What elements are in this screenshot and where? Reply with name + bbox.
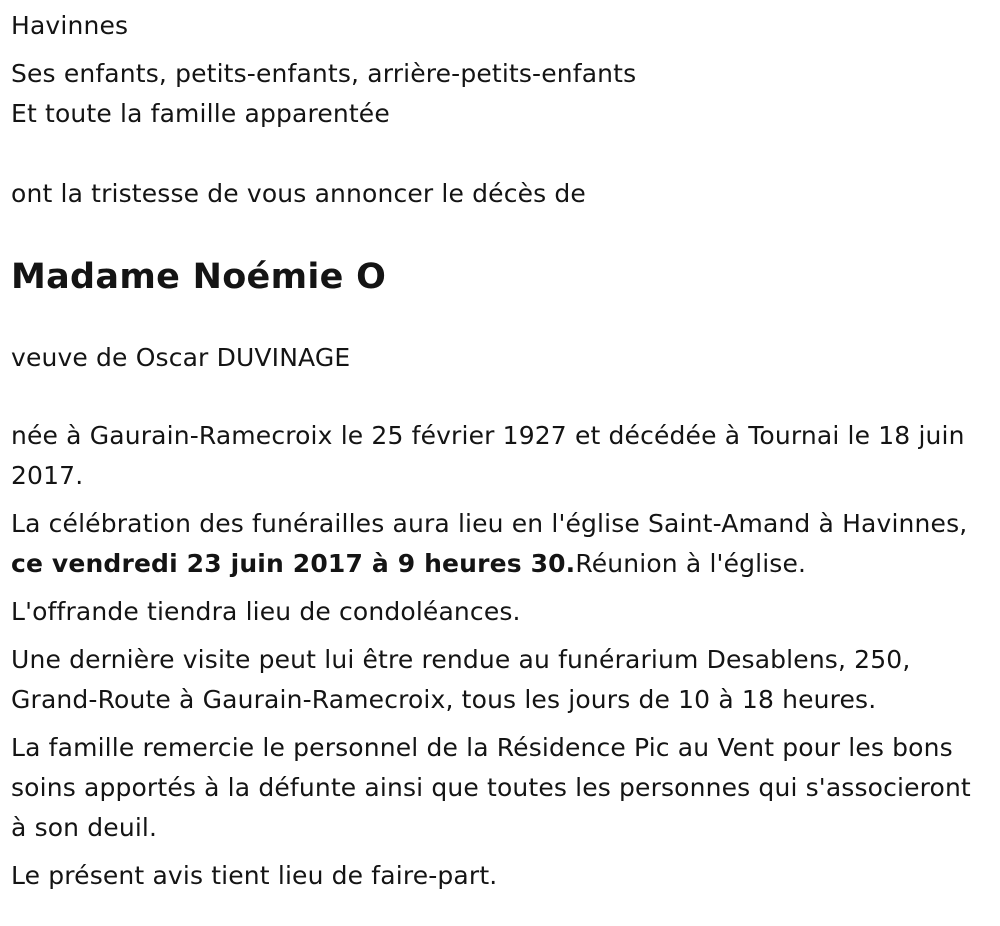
- funeral-outro: Réunion à l'église.: [575, 549, 807, 578]
- spouse-line: veuve de Oscar DUVINAGE: [11, 343, 351, 372]
- funeral-datetime: ce vendredi 23 juin 2017 à 9 heures 30.: [11, 549, 576, 578]
- closing-paragraph: Le présent avis tient lieu de faire-part.: [11, 861, 498, 890]
- funeral-intro: La célébration des funérailles aura lieu en l'église Saint-Amand à Havinnes,: [11, 509, 968, 538]
- place-line: Havinnes: [11, 11, 129, 40]
- birth-death-paragraph: née à Gaurain-Ramecroix le 25 février 1927 et décédée à Tournai le 18 juin 2017.: [11, 421, 965, 490]
- thanks-paragraph: La famille remercie le personnel de la Résidence Pic au Vent pour les bons soins apportés à la défunte ainsi que toutes les personnes qui s'associeront à son deuil.: [11, 733, 971, 842]
- announcement-line: ont la tristesse de vous annoncer le décès de: [11, 179, 586, 208]
- funeral-paragraph: [11, 504, 971, 584]
- obituary-notice: [11, 6, 971, 896]
- family-line-1: Ses enfants, petits-enfants, arrière-petits-enfants: [11, 59, 637, 88]
- visit-paragraph: Une dernière visite peut lui être rendue au funérarium Desablens, 250, Grand-Route à Gaurain-Ramecroix, tous les jours de 10 à 18 heures.: [11, 645, 911, 714]
- offering-paragraph: L'offrande tiendra lieu de condoléances.: [11, 597, 521, 626]
- deceased-name: Madame Noémie O: [11, 257, 387, 297]
- family-line-2: Et toute la famille apparentée: [11, 99, 390, 128]
